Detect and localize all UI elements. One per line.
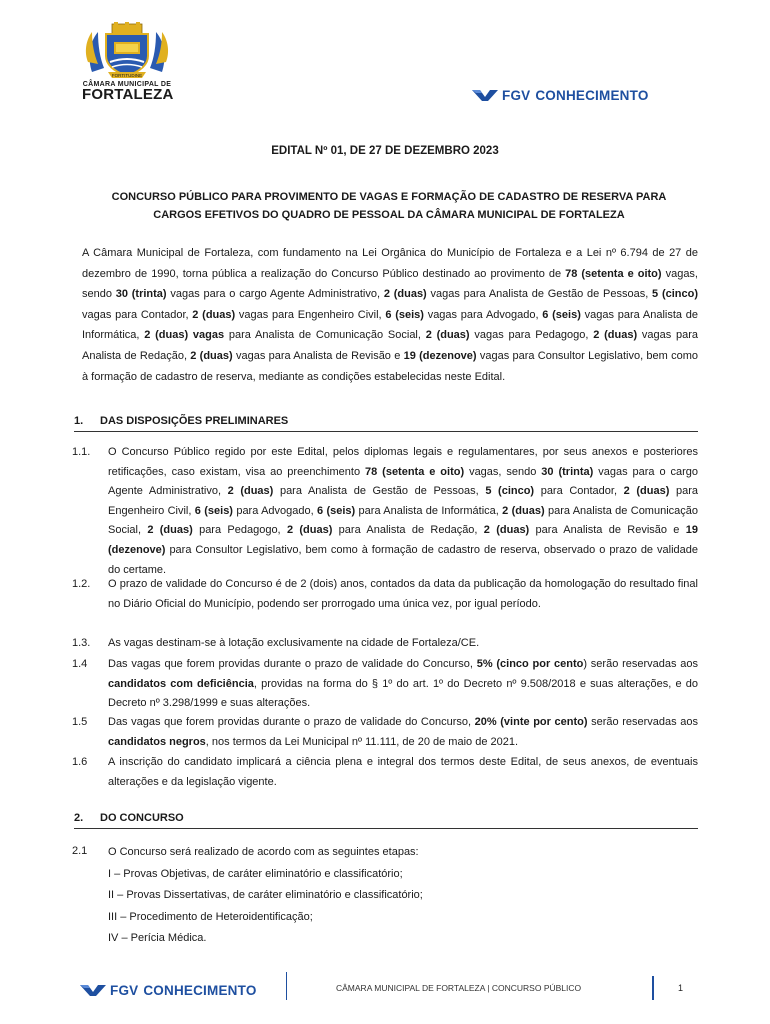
bold-text: 2 (duas): [502, 504, 545, 517]
bold-text: 2 (duas): [593, 329, 638, 342]
text-run: vagas para o cargo Agente Administrativo,: [108, 465, 698, 498]
concurso-title-line1: CONCURSO PÚBLICO PARA PROVIMENTO DE VAGAS E FORMAÇÃO DE CADASTRO DE RESERVA PARA: [111, 191, 667, 203]
camara-logo: [82, 22, 172, 110]
text-run: serão reservadas aos: [587, 716, 698, 728]
bold-text: 5 (cinco): [652, 288, 698, 301]
footer-divider: [286, 972, 287, 1000]
item-2-1: [72, 842, 698, 950]
fgv-product: CONHECIMENTO: [535, 87, 649, 103]
section-2-title: DO CONCURSO: [100, 812, 184, 824]
bold-text: 6 (seis): [542, 308, 581, 321]
text-run: vagas para Analista de Informática,: [82, 308, 698, 342]
text-run: ) serão reservadas aos: [583, 658, 698, 670]
item-1-4: [72, 655, 698, 714]
intro-paragraph: [82, 243, 698, 387]
bold-text: 2 (duas): [227, 485, 274, 498]
text-run: vagas para Engenheiro Civil,: [235, 308, 386, 321]
text-run: vagas para Analista de Redação,: [82, 329, 699, 362]
item-1-6: [72, 753, 698, 792]
crest-motto: FORTITUDINE: [111, 73, 143, 78]
bold-text: 20% (vinte por cento): [474, 716, 588, 728]
item-text: [108, 713, 698, 752]
bold-text: 5% (cinco por cento: [476, 658, 584, 670]
text-run: para Analista de Revisão e: [529, 524, 686, 537]
crest-line2: FORTALEZA: [82, 86, 174, 103]
section-1-heading: [74, 415, 698, 432]
stage-item: II – Provas Dissertativas, de caráter eliminatório e classificatório;: [108, 889, 423, 902]
stage-item: I – Provas Objetivas, de caráter eliminatório e classificatório;: [108, 867, 403, 880]
item-number: 1.3.: [72, 637, 91, 649]
item-1-5: [72, 713, 698, 752]
text-run: para Consultor Legislativo, bem como à formação de cadastro de reserva, observado o prazo de validade do certame.: [108, 543, 698, 576]
bold-text: 19 (dezenove): [108, 524, 698, 556]
text-run: vagas para Consultor Legislativo, bem como à formação de cadastro de reserva, mediante as condições estabelecidas neste Edital.: [82, 349, 698, 383]
bold-text: 78 (setenta e oito): [365, 465, 465, 478]
fgv-chevron-icon: [472, 88, 498, 102]
bold-text: 5 (cinco): [485, 485, 535, 498]
fgv-logo-footer: [80, 981, 257, 999]
fgv-chevron-icon: [80, 983, 106, 997]
bold-text: 78 (setenta e oito): [565, 267, 662, 280]
fgv-logo-header: [472, 86, 649, 104]
page-number-bar: [652, 976, 654, 1000]
text-run: para Analista de Gestão de Pessoas,: [273, 485, 486, 498]
bold-text: 2 (duas): [425, 329, 470, 342]
text-run: , providas na forma do § 1º do art. 1º do Decreto nº 9.508/2018 e suas alterações, e do Decreto nº 3.298/1999 e suas alterações.: [108, 677, 698, 710]
crest-emblem-icon: [84, 22, 170, 80]
item-1-1: [72, 443, 698, 580]
text-run: vagas para Analista de Revisão e: [232, 349, 404, 362]
item-number: 1.5: [72, 716, 88, 728]
text-run: Das vagas que forem providas durante o prazo de validade do Concurso,: [108, 658, 477, 670]
fgv-product: CONHECIMENTO: [143, 982, 257, 998]
stage-item: III – Procedimento de Heteroidentificação;: [108, 910, 313, 923]
text-run: para Advogado,: [232, 504, 318, 517]
item-text: [108, 443, 698, 580]
bold-text: 2 (duas): [483, 524, 530, 537]
section-2-heading: [74, 812, 698, 829]
text-run: para Analista de Comunicação Social,: [224, 329, 426, 342]
concurso-title-line2: CARGOS EFETIVOS DO QUADRO DE PESSOAL DA CÂMARA MUNICIPAL DE FORTALEZA: [153, 209, 625, 221]
bold-text: 2 (duas): [147, 524, 193, 537]
bold-text: candidatos negros: [108, 735, 206, 748]
item-text: [108, 575, 698, 614]
item-number: 1.4: [72, 658, 88, 670]
text-run: para Analista de Redação,: [332, 524, 484, 537]
bold-text: 30 (trinta): [541, 465, 594, 478]
stages-list: [108, 864, 698, 950]
stage-item: IV – Perícia Médica.: [108, 932, 207, 945]
item-number: 1.2.: [72, 578, 91, 590]
section-1-number: 1.: [74, 415, 84, 427]
fgv-brand: FGV: [502, 87, 531, 103]
item-text: [108, 753, 698, 792]
bold-text: 2 (duas): [190, 349, 233, 362]
text-run: para Analista de Comunicação Social,: [108, 504, 699, 537]
text-run: A Câmara Municipal de Fortaleza, com fundamento na Lei Orgânica do Município de Fortaleza e a Lei nº 6.794 de 27 de dezembro de 1990, torna pública a realização do Concurso Público destinado ao provimento de: [82, 247, 698, 280]
crest-line1: CÂMARA MUNICIPAL DE: [82, 81, 172, 88]
text-run: , nos termos da Lei Municipal nº 11.111, de 20 de maio de 2021.: [205, 735, 519, 748]
bold-text: candidatos com deficiência: [108, 677, 254, 690]
item-number: 1.1.: [72, 446, 91, 458]
item-1-3: [72, 634, 698, 654]
bold-text: 2 (duas): [286, 524, 333, 537]
fgv-brand: FGV: [110, 982, 139, 998]
text-run: para Engenheiro Civil,: [108, 485, 698, 517]
text-run: vagas para Advogado,: [423, 308, 543, 321]
page-number: 1: [678, 983, 684, 993]
item-text: [108, 655, 698, 714]
item-text: O Concurso será realizado de acordo com as seguintes etapas:: [108, 846, 419, 858]
text-run: para Analista de Informática,: [355, 504, 503, 517]
footer-text: CÂMARA MUNICIPAL DE FORTALEZA | CONCURSO PÚBLICO: [336, 983, 582, 993]
bold-text: 6 (seis): [385, 308, 424, 321]
text-run: A inscrição do candidato implicará a ciência plena e integral dos termos deste Edital, de seus anexos, de eventuais alterações e da legislação vigente.: [108, 756, 698, 788]
text-run: vagas para Analista de Gestão de Pessoas,: [426, 288, 653, 301]
text-run: para Pedagogo,: [192, 524, 287, 537]
text-run: vagas, sendo: [82, 267, 698, 301]
text-run: Das vagas que forem providas durante o prazo de validade do Concurso,: [108, 716, 475, 728]
section-1-title: DAS DISPOSIÇÕES PRELIMINARES: [100, 415, 289, 427]
concurso-title: [80, 188, 698, 224]
bold-text: 19 (dezenove): [403, 349, 477, 362]
text-run: As vagas destinam-se à lotação exclusivamente na cidade de Fortaleza/CE.: [108, 637, 480, 649]
text-run: O prazo de validade do Concurso é de 2 (dois) anos, contados da data da publicação da homologação do resultado final no Diário Oficial do Município, podendo ser prorrogado uma única vez, por igual período.: [108, 578, 698, 610]
text-run: vagas para Contador,: [82, 308, 193, 321]
bold-text: 2 (duas): [623, 485, 670, 498]
item-number: 2.1: [72, 845, 88, 857]
text-run: O Concurso Público regido por este Edital, pelos diplomas legais e regulamentares, por seus anexos e posteriores retificações, caso existam, visa ao preenchimento: [108, 446, 698, 478]
bold-text: 2 (duas) vagas: [144, 329, 225, 342]
edital-title: EDITAL Nº 01, DE 27 DE DEZEMBRO 2023: [271, 145, 499, 157]
bold-text: 2 (duas): [192, 308, 236, 321]
bold-text: 6 (seis): [194, 504, 233, 517]
text-run: vagas para o cargo Agente Administrativo,: [166, 288, 384, 301]
bold-text: 6 (seis): [317, 504, 356, 517]
item-text: [108, 634, 698, 654]
bold-text: 2 (duas): [383, 288, 427, 301]
text-run: para Contador,: [534, 485, 624, 498]
text-run: vagas, sendo: [464, 465, 542, 478]
text-run: vagas para Pedagogo,: [469, 329, 594, 342]
bold-text: 30 (trinta): [115, 288, 167, 301]
item-number: 1.6: [72, 756, 88, 768]
section-2-number: 2.: [74, 812, 84, 824]
item-1-2: [72, 575, 698, 614]
